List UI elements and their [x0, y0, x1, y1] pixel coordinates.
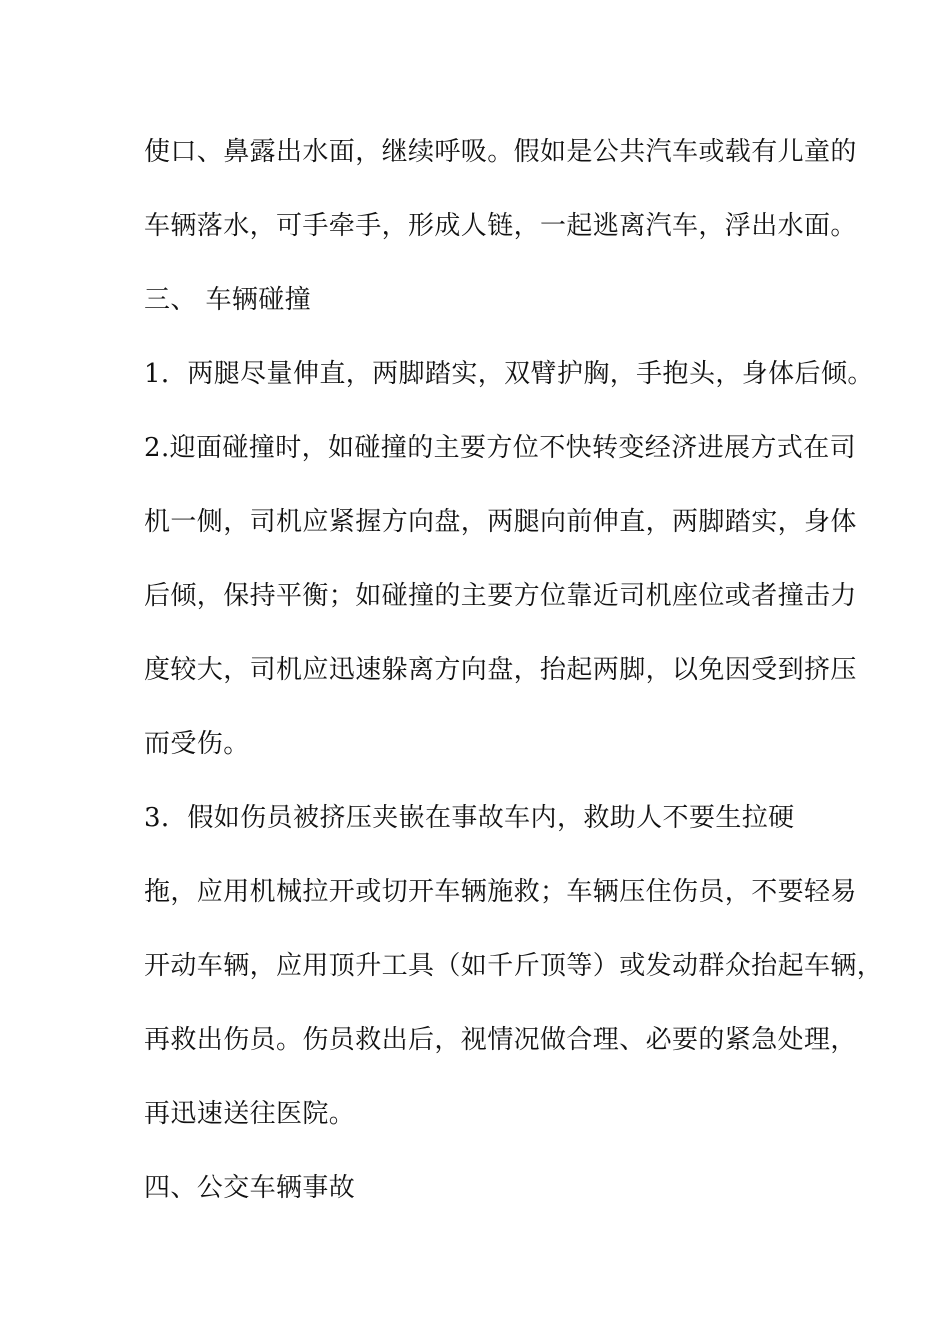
paragraph-line-13: 再救出伤员。伤员救出后，视情况做合理、必要的紧急处理，	[144, 1025, 857, 1055]
paragraph-line-6: 机一侧，司机应紧握方向盘，两腿向前伸直，两脚踏实，身体	[144, 507, 857, 537]
paragraph-line-7: 后倾，保持平衡；如碰撞的主要方位靠近司机座位或者撞击力	[144, 581, 857, 611]
paragraph-line-11: 拖，应用机械拉开或切开车辆施救；车辆压住伤员，不要轻易	[144, 877, 857, 907]
paragraph-line-10: 3．假如伤员被挤压夹嵌在事故车内，救助人不要生拉硬	[144, 803, 795, 833]
paragraph-line-12: 开动车辆，应用顶升工具（如千斤顶等）或发动群众抬起车辆，	[144, 951, 884, 981]
section-heading-bus-accident: 四、公交车辆事故	[144, 1173, 356, 1203]
paragraph-line-5: 2.迎面碰撞时，如碰撞的主要方位不快转变经济进展方式在司	[144, 433, 857, 463]
paragraph-line-4: 1．两腿尽量伸直，两脚踏实，双臂护胸，手抱头，身体后倾。	[144, 359, 874, 389]
paragraph-line-2: 车辆落水，可手牵手，形成人链，一起逃离汽车，浮出水面。	[144, 211, 857, 241]
paragraph-line-14: 再迅速送往医院。	[144, 1099, 356, 1129]
paragraph-line-1: 使口、鼻露出水面，继续呼吸。假如是公共汽车或载有儿童的	[144, 137, 857, 167]
section-heading-vehicle-collision: 三、 车辆碰撞	[144, 285, 312, 315]
paragraph-line-9: 而受伤。	[144, 729, 250, 759]
paragraph-line-8: 度较大，司机应迅速躲离方向盘，抬起两脚，以免因受到挤压	[144, 655, 857, 685]
